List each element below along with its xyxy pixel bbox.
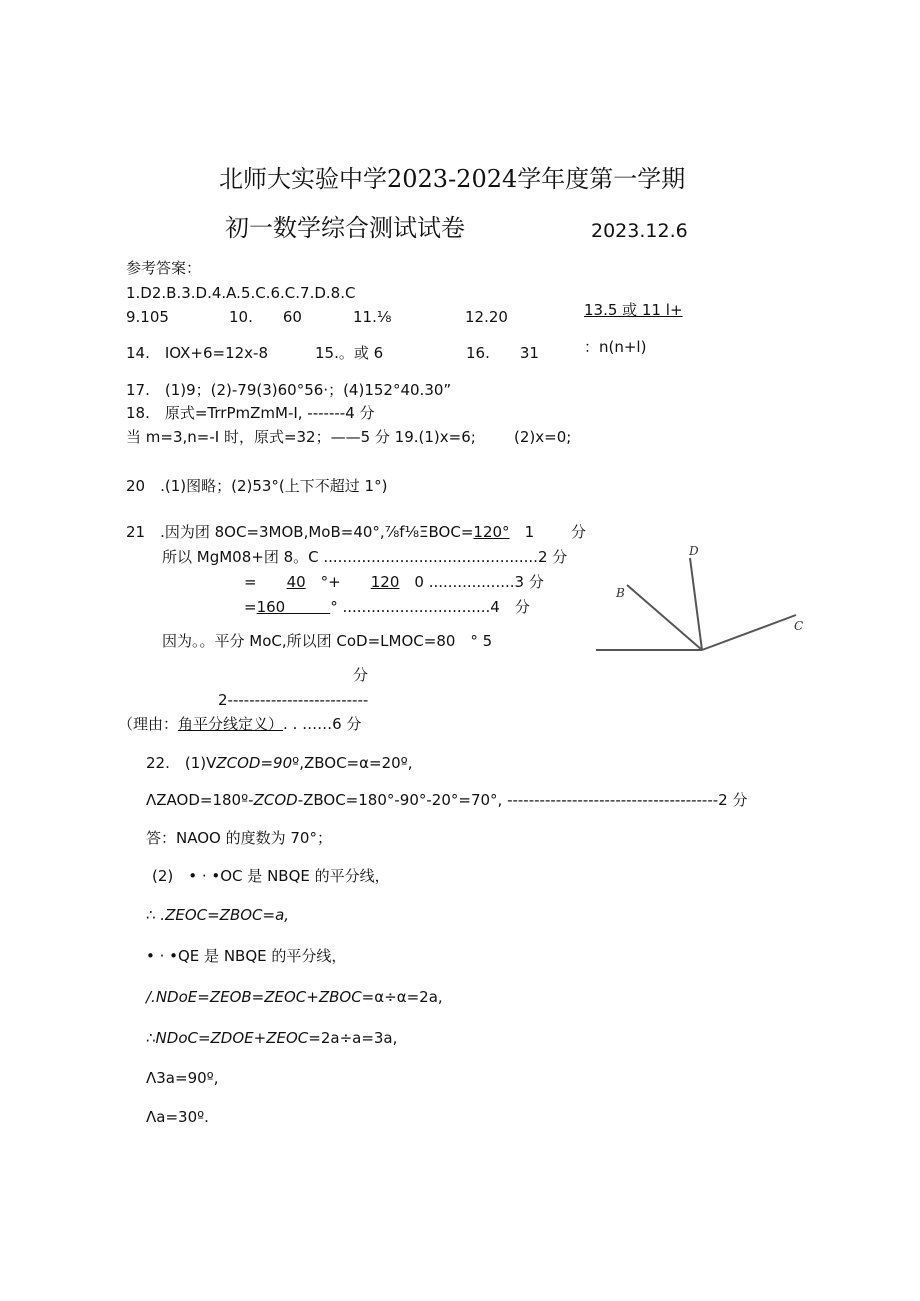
ray-ob [627, 585, 702, 650]
exam-date: 2023.12.6 [591, 220, 688, 242]
choice-answers: 1.D2.B.3.D.4.A.5.C.6.C.7.D.8.C [126, 284, 356, 302]
q21-reason: （理由：角平分线定义）. . ……6 分 [118, 715, 362, 733]
q21-line3: = 40 °+ 120 0 ..................3 分 [244, 573, 544, 591]
answer-q15: 15.。或 6 [315, 344, 384, 362]
answer-q13: 13.5 或 11 l+ [584, 301, 683, 319]
q22-part2-line1: (2) • · •OC 是 NBQE 的平分线， [152, 867, 390, 885]
q22-line1: 22. (1)VZCOD=90º,ZBOC=α=20º, [146, 754, 413, 772]
answer-q14: 14. IOX+6=12x-8 [126, 344, 269, 362]
q21-line7: 2-------------------------- [218, 691, 369, 709]
q22-part2-line2: ∴ .ZEOC=ZBOC=a, [146, 906, 290, 924]
q21-line1-score: 分 [571, 523, 587, 541]
q22-line2: ΛZAOD=180º-ZCOD-ZBOC=180°-90°-20°=70°, ---------------------------------------2 分 [146, 791, 748, 809]
angle-figure [590, 540, 815, 660]
answer-q10: 10. 60 [229, 308, 302, 326]
answer-q13-formula: ：n(n+l) [584, 338, 647, 356]
answer-q20: 20 .(1)图略；(2)53°(上下不超过 1°) [126, 477, 388, 495]
label-b: B [616, 586, 625, 600]
q22-part2-line4: /.NDoE=ZEOB=ZEOC+ZBOC=α÷α=2a, [146, 988, 443, 1006]
page-title: 北师大实验中学2023-2024学年度第一学期 [219, 165, 686, 193]
q21-line6: 分 [353, 666, 369, 684]
answer-q18: 18. 原式=TrrPmZmM-I, -------4 分 [126, 404, 375, 422]
answers-heading: 参考答案： [126, 259, 202, 277]
answer-q11: 11.⅛ [353, 308, 392, 326]
q22-part2-line6: Λ3a=90º, [146, 1069, 219, 1087]
q21-line1: 21 .因为团 8OC=3MOB,MoB=40°,⅞f⅛ΞBOC=120° 1 [126, 523, 535, 541]
q21-line5: 因为。。平分 MoC,所以团 CoD=LMOC=80 ° 5 [162, 632, 493, 650]
answer-q9: 9.105 [126, 308, 169, 326]
ray-oc [702, 615, 796, 650]
label-d: D [689, 544, 699, 558]
answer-q16: 16. 31 [466, 344, 539, 362]
answer-q17: 17. (1)9；(2)-79(3)60°56·；(4)152°40.30” [126, 381, 452, 399]
q22-part2-line7: Λa=30º. [146, 1108, 209, 1126]
ray-od [690, 558, 702, 650]
q22-part2-line5: ∴NDoC=ZDOE+ZEOC=2a÷a=3a, [146, 1029, 398, 1047]
answer-q18-eval: 当 m=3,n=-I 时，原式=32；——5 分 19.(1)x=6; [126, 428, 476, 446]
answer-q19-part2: (2)x=0; [514, 428, 572, 446]
label-c: C [794, 619, 804, 633]
q22-answer: 答：NAOO 的度数为 70°； [146, 829, 332, 847]
q21-line4: =160 ° ...............................4 分 [244, 598, 530, 616]
answer-q12: 12.20 [465, 308, 508, 326]
q22-part2-line3: • · •QE 是 NBQE 的平分线， [146, 947, 347, 965]
page-subtitle: 初一数学综合测试试卷 [225, 214, 465, 242]
q21-line2: 所以 MgM08+团 8。C .............................................2 分 [162, 548, 568, 566]
